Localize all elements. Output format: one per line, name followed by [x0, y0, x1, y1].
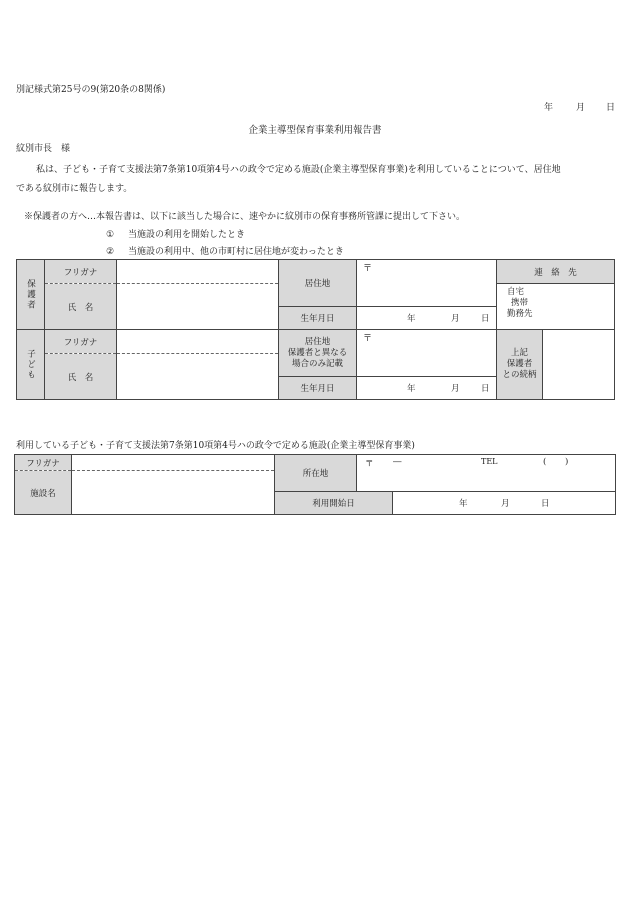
zip-mark: 〒	[363, 334, 373, 344]
guardian-label-cell	[17, 260, 45, 330]
start-year: 年	[459, 499, 468, 509]
zip-mark: 〒	[363, 264, 373, 274]
child-name-label: 氏 名	[45, 354, 117, 400]
child-name-field[interactable]	[117, 354, 279, 400]
start-month: 月	[501, 499, 510, 509]
guardian-child-table	[16, 259, 615, 400]
relation-label-3: との続柄	[502, 370, 537, 380]
facility-location-field[interactable]	[357, 455, 616, 492]
contact-header: 連 絡 先	[497, 260, 615, 284]
start-date-field[interactable]	[393, 492, 616, 515]
relation-label	[497, 330, 543, 400]
child-label-cell	[17, 330, 45, 400]
document-title: 企業主導型保育事業利用報告書	[248, 125, 382, 136]
child-birthdate-label: 生年月日	[279, 377, 357, 400]
facility-table	[14, 454, 616, 515]
facility-tel-open: (	[543, 457, 547, 467]
child-birth-year: 年	[407, 384, 416, 394]
child-furigana-label: フリガナ	[45, 330, 117, 354]
report-statement	[16, 161, 616, 199]
contact-home: 自宅	[507, 287, 525, 297]
guardian-furigana-field[interactable]	[117, 260, 279, 284]
guardian-name-label: 氏 名	[45, 284, 117, 330]
relation-field[interactable]	[543, 330, 615, 400]
guardian-birth-month: 月	[451, 314, 460, 324]
facility-location-label: 所在地	[275, 455, 357, 492]
condition-1-text: 当施設の利用を開始したとき	[128, 230, 246, 240]
condition-2-text: 当施設の利用中、他の市町村に居住地が変わったとき	[128, 247, 344, 257]
guardian-residence-label: 居住地	[279, 260, 357, 307]
child-residence-label-3: 場合のみ記載	[291, 358, 343, 369]
facility-zip-dash: ―	[393, 457, 402, 467]
facility-name-field[interactable]	[72, 471, 275, 515]
facility-name-label: 施設名	[15, 471, 72, 515]
facility-zip-mark: 〒	[365, 459, 374, 469]
child-residence-label	[279, 330, 357, 377]
start-day: 日	[541, 499, 550, 509]
facility-tel-label: TEL	[481, 457, 498, 466]
start-date-label: 利用開始日	[275, 492, 393, 515]
date-day: 日	[606, 103, 616, 113]
date-month: 月	[576, 103, 586, 113]
child-birth-day: 日	[481, 384, 490, 394]
facility-tel-close: )	[565, 457, 569, 467]
child-residence-field[interactable]	[357, 330, 497, 377]
statement-line-2: である紋別市に報告します。	[16, 184, 133, 194]
condition-1-num: ①	[106, 230, 115, 240]
guardian-notice: ※保護者の方へ…本報告書は、以下に該当した場合に、速やかに紋別市の保育事務所管課に提出して下さい。	[24, 212, 466, 222]
guardian-birthdate-field[interactable]	[357, 307, 497, 330]
statement-line-1: 私は、子ども・子育て支援法第7条第10項第4号ハの政令で定める施設(企業主導型保育事業)を利用していることについて、居住地	[36, 165, 561, 175]
contact-phones[interactable]	[497, 284, 615, 330]
condition-1	[106, 227, 245, 240]
relation-label-2: 保護者	[506, 359, 533, 369]
child-furigana-field[interactable]	[117, 330, 279, 354]
guardian-label: 保護者	[25, 278, 36, 311]
condition-2-num: ②	[106, 247, 115, 257]
guardian-residence-field[interactable]	[357, 260, 497, 307]
relation-label-1: 上記	[510, 348, 528, 358]
contact-work: 勤務先	[507, 309, 533, 319]
child-birth-month: 月	[451, 384, 460, 394]
facility-furigana-field[interactable]	[72, 455, 275, 471]
guardian-birth-year: 年	[407, 314, 416, 324]
child-residence-label-1: 居住地	[304, 336, 331, 347]
guardian-birth-day: 日	[481, 314, 490, 324]
addressee: 紋別市長 様	[16, 144, 71, 154]
report-date	[536, 100, 616, 112]
facility-furigana-label: フリガナ	[15, 455, 72, 471]
form-id: 別記様式第25号の9(第20条の8関係)	[16, 85, 166, 95]
child-label: 子ども	[25, 348, 36, 381]
condition-2	[106, 244, 344, 257]
date-year: 年	[544, 103, 554, 113]
child-residence-label-2: 保護者と異なる	[287, 347, 348, 358]
child-birthdate-field[interactable]	[357, 377, 497, 400]
guardian-furigana-label: フリガナ	[45, 260, 117, 284]
facility-section-caption: 利用している子ども・子育て支援法第7条第10項第4号ハの政令で定める施設(企業主導型保育事業)	[16, 441, 415, 451]
contact-mobile: 携帯	[511, 298, 529, 308]
guardian-name-field[interactable]	[117, 284, 279, 330]
guardian-birthdate-label: 生年月日	[279, 307, 357, 330]
